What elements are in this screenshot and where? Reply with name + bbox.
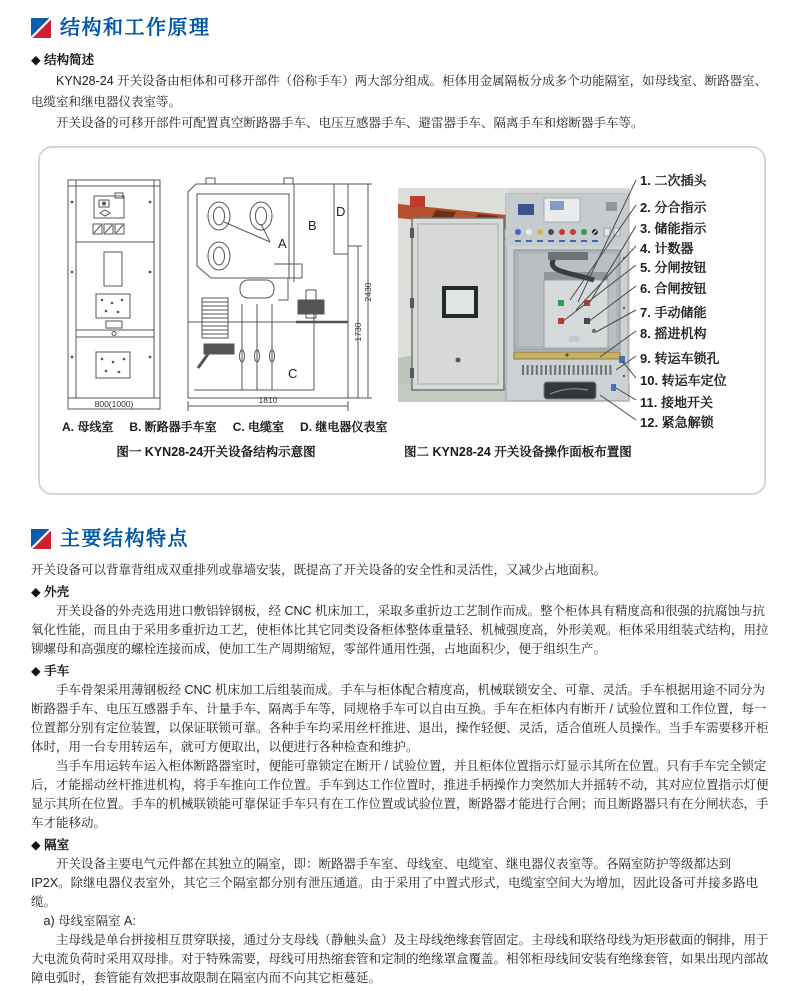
legend-c: C. 电缆室 [232, 420, 285, 434]
bullet-compartment: ◆ 隔室 [31, 838, 70, 852]
section1-paragraph-1: KYN28-24 开关设备由柜体和可移开部件（俗称手车）两大部分组成。柜体用金属隔板分成多个功能隔室，如母线室、断路器室、电缆室和继电器仪表室等。 [31, 74, 768, 109]
busbar-paragraph: 主母线是单台拼接相互贯穿联接，通过分支母线（静触头盒）及主母线绝缘套管固定。主母线和联络母线为矩形截面的铜排，用于大电流负荷时采用双母排。对于特殊需要，母线可用热缩套管和定制的绝缘罩盒覆盖。相邻柜母线间安装有绝缘套管，如果出现内部故障电弧时，套管能有效把事故限制在隔室内而不向其它柜蔓延。 [31, 933, 769, 985]
dim-front-width: 800(1000) [94, 399, 134, 409]
figure1-container [40, 148, 392, 493]
callout-11: 11. 接地开关 [640, 395, 713, 410]
bullet-shell: ◆ 外壳 [31, 585, 70, 599]
label-d: D [336, 204, 346, 219]
bullet-structure-brief: ◆ 结构简述 [31, 53, 95, 67]
figure1-caption: 图一 KYN28-24开关设备结构示意图 [116, 445, 316, 459]
shell-paragraph: 开关设备的外壳选用进口敷铝锌钢板，经 CNC 机床加工，采取多重折边工艺制作而成。整个柜体具有精度高和很强的抗腐蚀与抗氧化性能，而且由于采用多重折边工艺，使柜体比其它同类设备柜体整体重量轻、机械强度高，外形美观。柜体采用组装式结构，用拉铆螺母和高强度的螺栓连接而成，使加工生产周期缩短，零部件通用性强，占地面积少，便于组织生产。 [31, 604, 769, 656]
figure1-drawing [56, 172, 386, 416]
truck-paragraph-1: 手车骨架采用薄钢板经 CNC 机床加工后组装而成。手车与柜体配合精度高，机械联锁安全、可靠、灵活。手车根据用途不同分为断路器手车、电压互感器手车、计量手车、隔离手车等，同规格手车可以自由互换。手车在柜体内有断开 / 试验位置和工作位置，每一位置都分别有定位装置，以保证联锁可靠。各种手车均采用丝杆推进、退出，操作轻便、灵活，适合值班人员操作。当手车需要移开柜体时，用一台专用转运车，就可方便取出，以便进行各种检查和维护。 [31, 683, 769, 754]
dim-depth: 1810 [258, 395, 278, 405]
callout-6: 6. 合闸按钮 [640, 281, 707, 296]
section2-body [31, 561, 769, 988]
truck-paragraph-2: 当手车用运转车运入柜体断路器室时，便能可靠锁定在断开 / 试验位置，并且柜体位置指示灯显示其所在位置。只有手车完全锁定后，才能摇动丝杆推进机构，将手车推向工作位置。手车到达工作位置时，推进手柄操作力突然加大并摇转不动，其对应位置指示灯便显示其所在位置。手车的机械联锁能可靠保证手车只有在工作位置或试验位置，断路器才能进行合闸；而且断路器只有在分闸状态，手车才能移动。 [31, 759, 769, 830]
figure1-legend [62, 418, 388, 435]
legend-b: B. 断路器手车室 [129, 420, 217, 434]
callout-8: 8. 摇进机构 [640, 326, 707, 341]
section2-intro: 开关设备可以背靠背组成双重排列或靠墙安装，既提高了开关设备的安全性和灵活性，又减少占地面积。 [31, 563, 607, 577]
section2-header [31, 495, 769, 551]
label-b: B [308, 218, 317, 233]
figure2-container [392, 148, 762, 493]
callout-10: 10. 转运车定位 [640, 373, 727, 388]
callout-9: 9. 转运车锁孔 [640, 351, 720, 366]
section2-title: 主要结构特点 [60, 528, 189, 550]
figure-panel [38, 146, 766, 495]
busbar-bushings [208, 202, 272, 270]
legend-d: D. 继电器仪表室 [300, 420, 388, 434]
dim-height-total: 2430 [363, 282, 373, 302]
section1-paragraph-2: 开关设备的可移开部件可配置真空断路器手车、电压互感器手车、避雷器手车、隔离手车和熔断器手车等。 [56, 116, 644, 130]
callout-3: 3. 储能指示 [640, 221, 707, 236]
bullet-truck: ◆ 手车 [31, 664, 70, 678]
section-marker-icon [31, 529, 51, 549]
callout-7: 7. 手动储能 [640, 305, 707, 320]
section-marker-icon [31, 18, 51, 38]
callout-4: 4. 计数器 [640, 241, 694, 256]
section1-title: 结构和工作原理 [60, 17, 211, 39]
dim-height-inner: 1730 [353, 322, 363, 342]
callout-1: 1. 二次插头 [640, 173, 707, 188]
label-a: A [278, 236, 287, 251]
legend-a: A. 母线室 [62, 420, 114, 434]
figure2-caption: 图二 KYN28-24 开关设备操作面板布置图 [404, 445, 632, 459]
compartment-paragraph: 开关设备主要电气元件都在其独立的隔室，即：断路器手车室、母线室、电缆室、继电器仪表室等。各隔室防护等级都达到 IP2X。除继电器仪表室外，其它三个隔室都分别有泄压通道。由于采用了中置式形式，电缆室空间大为增加，因此设备可并接多路电缆。 [31, 857, 759, 909]
ct-stack [198, 298, 234, 368]
section1-body [31, 50, 769, 134]
callout-5: 5. 分闸按钮 [640, 260, 707, 275]
callout-12: 12. 紧急解锁 [640, 415, 714, 430]
busbar-subheading: a) 母线室隔室 A: [43, 914, 136, 928]
callout-2: 2. 分合指示 [640, 200, 707, 215]
front-view [68, 180, 160, 409]
section1-header [31, 0, 769, 40]
label-c: C [288, 366, 298, 381]
